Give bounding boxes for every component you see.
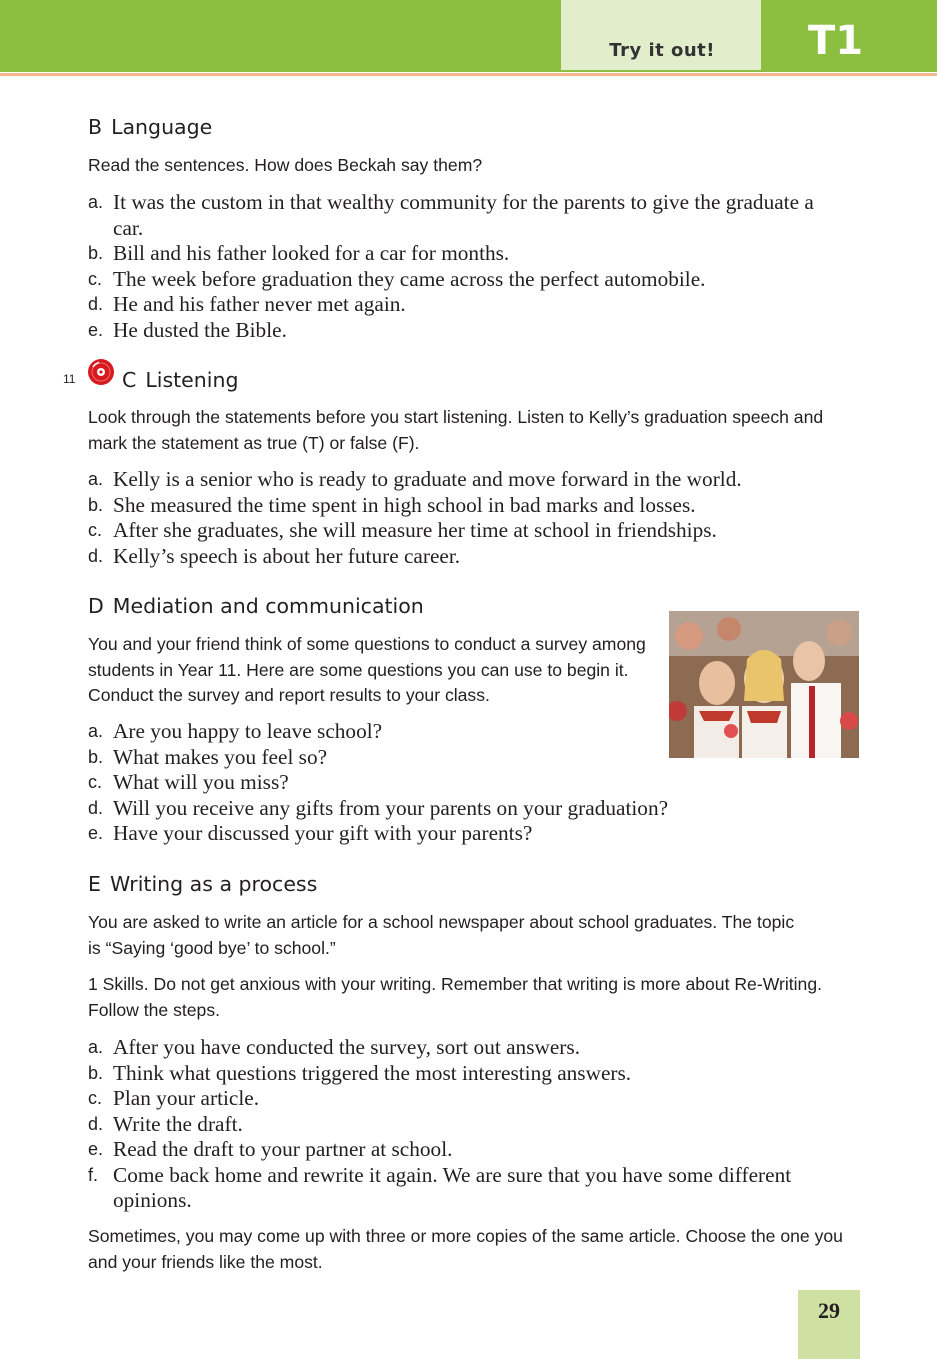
cd-audio-icon[interactable]: [87, 358, 115, 386]
list-item: c. Plan your article.: [88, 1086, 260, 1110]
list-item: c. The week before graduation they came across the perfect automobile.: [88, 266, 706, 291]
section-d-letter: D: [88, 594, 104, 618]
section-d-title: [88, 594, 424, 618]
header-tab: [561, 0, 761, 70]
list-item: c. What will you miss?: [88, 770, 289, 794]
section-c-instruction: Look through the statements before you start listening. Listen to Kelly’s graduation speech and mark the statement as true (T) or false (F).: [88, 407, 824, 453]
section-b-instruction: Read the sentences. How does Beckah say them?: [88, 155, 483, 175]
audio-track-number: 11: [63, 372, 76, 386]
list-item: c. After she graduates, she will measure her time at school in friendships.: [88, 518, 717, 542]
section-d-list: [88, 719, 808, 847]
section-e-instruction: You are asked to write an article for a school newspaper about school graduates. The topic is “Saying ‘good bye’ to school.”: [88, 912, 795, 958]
section-e-title: [88, 872, 317, 896]
header-tab-label: Try it out!: [609, 40, 715, 61]
page-number: 29: [818, 1298, 840, 1323]
list-item: b. Think what questions triggered the most interesting answers.: [88, 1060, 632, 1085]
list-item: d. Write the draft.: [88, 1111, 243, 1136]
section-d-instruction: You and your friend think of some questions to conduct a survey among students in Year 11. Here are some questions you can use to begin it. Conduct the survey and report results to your class.: [88, 634, 646, 705]
list-item: b. She measured the time spent in high school in bad marks and losses.: [88, 492, 696, 517]
section-d-heading: Mediation and communication: [112, 594, 424, 618]
section-e-list: [88, 1035, 823, 1214]
section-e-closing: Sometimes, you may come up with three or more copies of the same article. Choose the one you and your friends like the most.: [88, 1226, 843, 1272]
section-e-letter: E: [88, 872, 101, 896]
list-item: d. Will you receive any gifts from your parents on your graduation?: [88, 795, 669, 820]
list-item: f. Come back home and rewrite it again. We are sure that you have some different opinions.: [88, 1162, 792, 1212]
list-item: b. What makes you feel so?: [88, 744, 328, 769]
section-b-list: [88, 190, 848, 343]
list-item: e. Have your discussed your gift with your parents?: [88, 821, 533, 845]
unit-code: T1: [808, 18, 864, 64]
list-item: e. He dusted the Bible.: [88, 317, 287, 342]
section-c-list: [88, 467, 863, 569]
header-bar: [0, 0, 937, 72]
section-c-heading: Listening: [145, 368, 239, 392]
page-number-box: [798, 1290, 860, 1359]
section-b-letter: B: [88, 115, 103, 139]
section-e-heading: Writing as a process: [109, 872, 318, 896]
section-b-title: [88, 115, 212, 139]
list-item: e. Read the draft to your partner at school.: [88, 1137, 453, 1161]
list-item: b. Bill and his father looked for a car for months.: [88, 241, 510, 265]
list-item: a. Kelly is a senior who is ready to graduate and move forward in the world.: [88, 467, 742, 491]
section-c-letter: C: [122, 368, 137, 392]
list-item: d. He and his father never met again.: [88, 292, 406, 316]
list-item: a. After you have conducted the survey, sort out answers.: [88, 1035, 581, 1059]
section-b-heading: Language: [111, 115, 213, 139]
list-item: a. Are you happy to leave school?: [88, 719, 383, 743]
list-item: a. It was the custom in that wealthy community for the parents to give the graduate a car.: [88, 190, 814, 240]
section-e-skills: 1 Skills. Do not get anxious with your writing. Remember that writing is more about Re-Writing. Follow the steps.: [88, 974, 823, 1020]
section-c-title: [122, 368, 238, 392]
list-item: d. Kelly’s speech is about her future career.: [88, 543, 461, 568]
